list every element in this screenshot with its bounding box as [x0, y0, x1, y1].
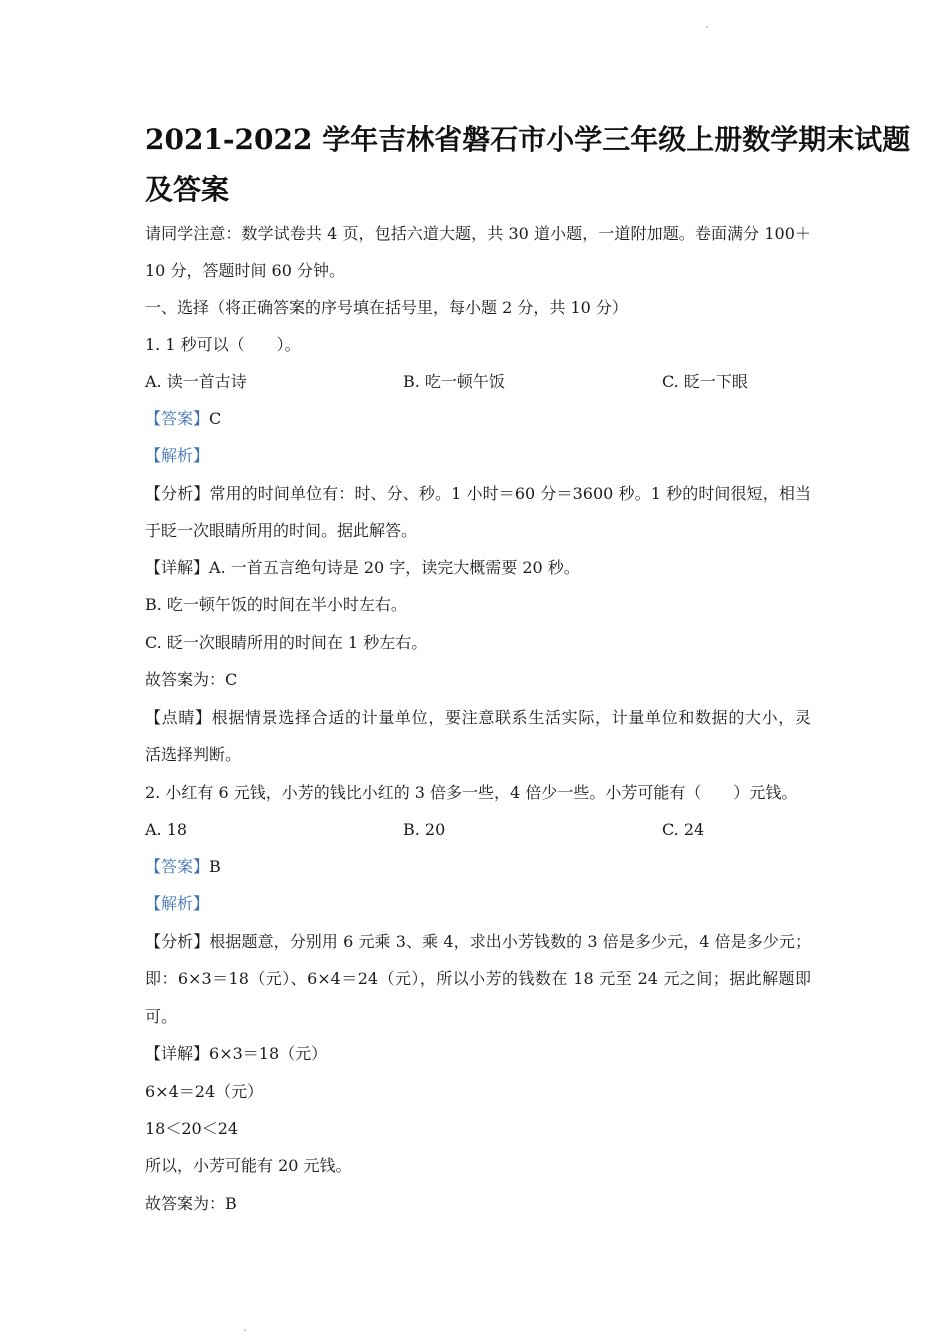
q2-fenxi-line-1: [145, 934, 811, 950]
q1-dianjing-line-1: [145, 710, 811, 726]
q1-stem: 1. 1 秒可以（ ）。: [145, 335, 301, 354]
dianjing-tag: 【点睛】: [145, 708, 212, 727]
header-dot: [706, 26, 708, 28]
q1-xiangjie-line-2: B. 吃一顿午饭的时间在半小时左右。: [145, 595, 407, 614]
answer-value: B: [209, 857, 221, 876]
q2-fenxi-line-3: 可。: [145, 1007, 178, 1026]
xiangjie-text: A. 一首五言绝句诗是 20 字，读完大概需要 20 秒。: [209, 558, 580, 577]
q2-option-a: A. 18: [145, 820, 188, 839]
q2-option-b: B. 20: [403, 820, 446, 839]
q2-xiangjie-line-4: 所以，小芳可能有 20 元钱。: [145, 1156, 352, 1175]
q1-fenxi-line-2: 于眨一次眼睛所用的时间。据此解答。: [145, 521, 418, 540]
q2-xiangjie-line-1: [145, 1046, 327, 1062]
section-1-heading: 一、选择（将正确答案的序号填在括号里，每小题 2 分，共 10 分）: [145, 298, 628, 317]
q1-conclusion: 故答案为：C: [145, 670, 238, 689]
document-title-line-1: 2021-2022 学年吉林省磐石市小学三年级上册数学期末试题: [145, 123, 911, 156]
xiangjie-text: 6×3＝18（元）: [209, 1044, 328, 1063]
q2-stem: 2. 小红有 6 元钱，小芳的钱比小红的 3 倍多一些，4 倍少一些。小芳可能有（ ）元钱。: [145, 783, 798, 802]
q2-answer: [145, 859, 221, 875]
xiangjie-tag: 【详解】: [145, 1044, 210, 1063]
q1-option-b: B. 吃一顿午饭: [403, 372, 505, 391]
document-title-line-2: 及答案: [145, 173, 230, 206]
xiangjie-tag: 【详解】: [145, 558, 210, 577]
q2-fenxi-line-2: 即：6×3＝18（元）、6×4＝24（元），所以小芳的钱数在 18 元至 24 元之间；据此解题即: [145, 969, 811, 988]
q1-dianjing-line-2: 活选择判断。: [145, 745, 242, 764]
q1-xiangjie-line-3: C. 眨一次眼睛所用的时间在 1 秒左右。: [145, 633, 428, 652]
fenxi-text: 常用的时间单位有：时、分、秒。1 小时＝60 分＝3600 秒。1 秒的时间很短，相当: [209, 484, 811, 503]
fenxi-tag: 【分析】: [145, 932, 210, 951]
answer-value: C: [209, 409, 222, 428]
fenxi-text: 根据题意，分别用 6 元乘 3、乘 4，求出小芳钱数的 3 倍是多少元，4 倍是多少元；: [209, 932, 811, 951]
notice-line-2: 10 分，答题时间 60 分钟。: [145, 261, 345, 280]
q1-xiangjie-line-1: [145, 560, 580, 576]
q1-option-c: C. 眨一下眼: [662, 372, 748, 391]
q1-analysis-tag: 【解析】: [145, 446, 210, 465]
q2-analysis-tag: 【解析】: [145, 894, 210, 913]
q2-xiangjie-line-3: 18＜20＜24: [145, 1119, 239, 1138]
q1-fenxi-line-1: [145, 486, 811, 502]
q2-option-c: C. 24: [662, 820, 705, 839]
fenxi-tag: 【分析】: [145, 484, 210, 503]
q1-option-a: A. 读一首古诗: [145, 372, 247, 391]
answer-tag: 【答案】: [145, 857, 210, 876]
dianjing-text: 根据情景选择合适的计量单位，要注意联系生活实际，计量单位和数据的大小，灵: [211, 708, 811, 727]
footer-dot: [244, 1329, 246, 1331]
q2-xiangjie-line-2: 6×4＝24（元）: [145, 1082, 264, 1101]
q1-answer: [145, 411, 221, 427]
q2-conclusion: 故答案为：B: [145, 1194, 237, 1213]
answer-tag: 【答案】: [145, 409, 210, 428]
notice-line-1: 请同学注意：数学试卷共 4 页，包括六道大题，共 30 道小题，一道附加题。卷面满分 100＋: [145, 224, 811, 243]
